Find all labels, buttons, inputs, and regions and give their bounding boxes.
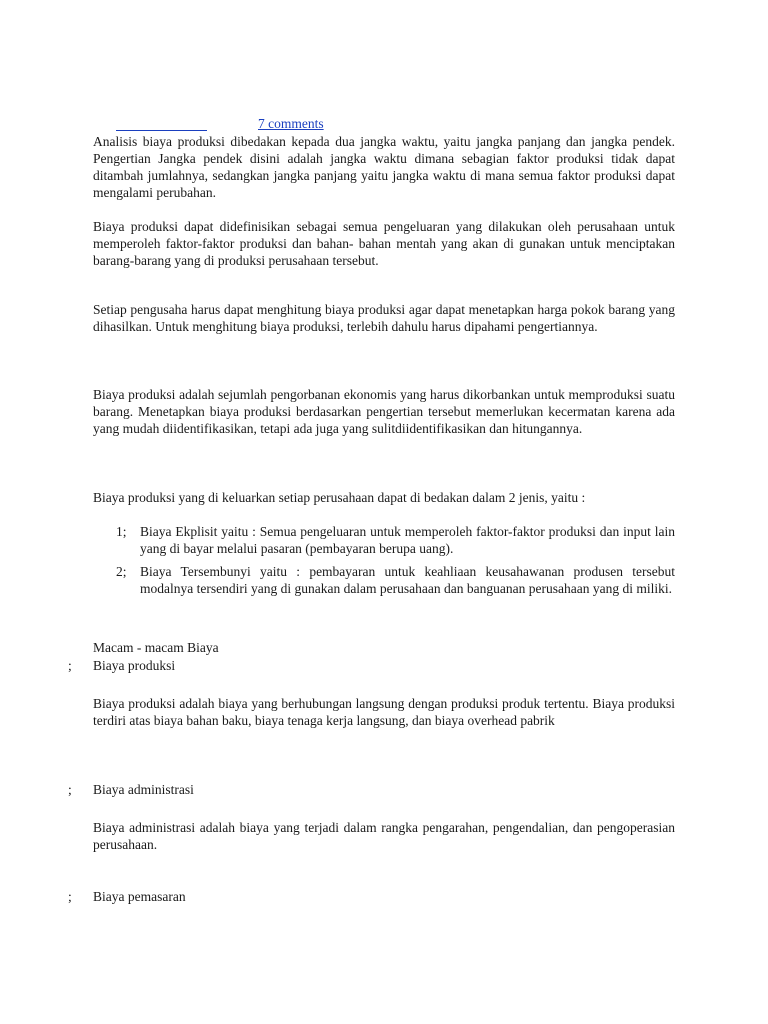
paragraph-2: Biaya produksi dapat didefinisikan sebagai semua pengeluaran yang dilakukan oleh perusahaan untuk memperoleh faktor-faktor produksi dan bahan- bahan mentah yang akan di gunakan untuk menciptakan barang-barang yang di produksi perusahaan tersebut. [93, 219, 675, 268]
paragraph-5: Biaya produksi yang di keluarkan setiap perusahaan dapat di bedakan dalam 2 jenis, yaitu : [93, 490, 586, 505]
header-line [116, 116, 676, 134]
paragraph-4: Biaya produksi adalah sejumlah pengorbanan ekonomis yang harus dikorbankan untuk memproduksi suatu barang. Menetapkan biaya produksi berdasarkan pengertian tersebut memerlukan kecermatan karena ada yang mudah diidentifikasikan, tetapi ada juga yang sulitdiidentifikasikan dan hitungannya. [93, 387, 675, 436]
list-text: Biaya Ekplisit yaitu : Semua pengeluaran untuk memperoleh faktor-faktor produksi dan input lain yang di bayar melalui pasaran (pembayaran berupa uang). [140, 524, 675, 556]
cost-description-administrasi: Biaya administrasi adalah biaya yang terjadi dalam rangka pengarahan, pengendalian, dan pengoperasian perusahaan. [93, 820, 675, 852]
paragraph-1: Analisis biaya produksi dibedakan kepada dua jangka waktu, yaitu jangka panjang dan jangka pendek. Pengertian Jangka pendek disini adalah jangka waktu dimana sebagian faktor produksi tidak dapat ditambah jumlahnya, sedangkan jangka panjang yaitu jangka waktu di mana semua faktor produksi dapat mengalami perubahan. [93, 134, 675, 200]
bullet-mark: ; [68, 658, 72, 673]
list-number: 2; [116, 564, 127, 579]
section-title: Macam - macam Biaya [93, 640, 219, 655]
bullet-mark: ; [68, 782, 72, 797]
author-link-underline[interactable] [116, 130, 207, 131]
list-text: Biaya Tersembunyi yaitu : pembayaran untuk keahliaan keusahawanan produsen tersebut modalnya tersendiri yang di gunakan dalam perusahaan dan banguanan perusahaan yang di miliki. [140, 564, 675, 596]
paragraph-3: Setiap pengusaha harus dapat menghitung biaya produksi agar dapat menetapkan harga pokok barang yang dihasilkan. Untuk menghitung biaya produksi, terlebih dahulu harus dipahami pengertiannya. [93, 302, 675, 334]
cost-description-produksi: Biaya produksi adalah biaya yang berhubungan langsung dengan produksi produk tertentu. Biaya produksi terdiri atas biaya bahan baku, biaya tenaga kerja langsung, dan biaya overhead pabrik [93, 696, 675, 728]
list-number: 1; [116, 524, 127, 539]
cost-name-administrasi: Biaya administrasi [93, 782, 194, 797]
cost-name-pemasaran: Biaya pemasaran [93, 889, 186, 904]
cost-name-produksi: Biaya produksi [93, 658, 176, 673]
bullet-mark: ; [68, 889, 72, 904]
comments-link[interactable]: 7 comments [258, 116, 324, 131]
